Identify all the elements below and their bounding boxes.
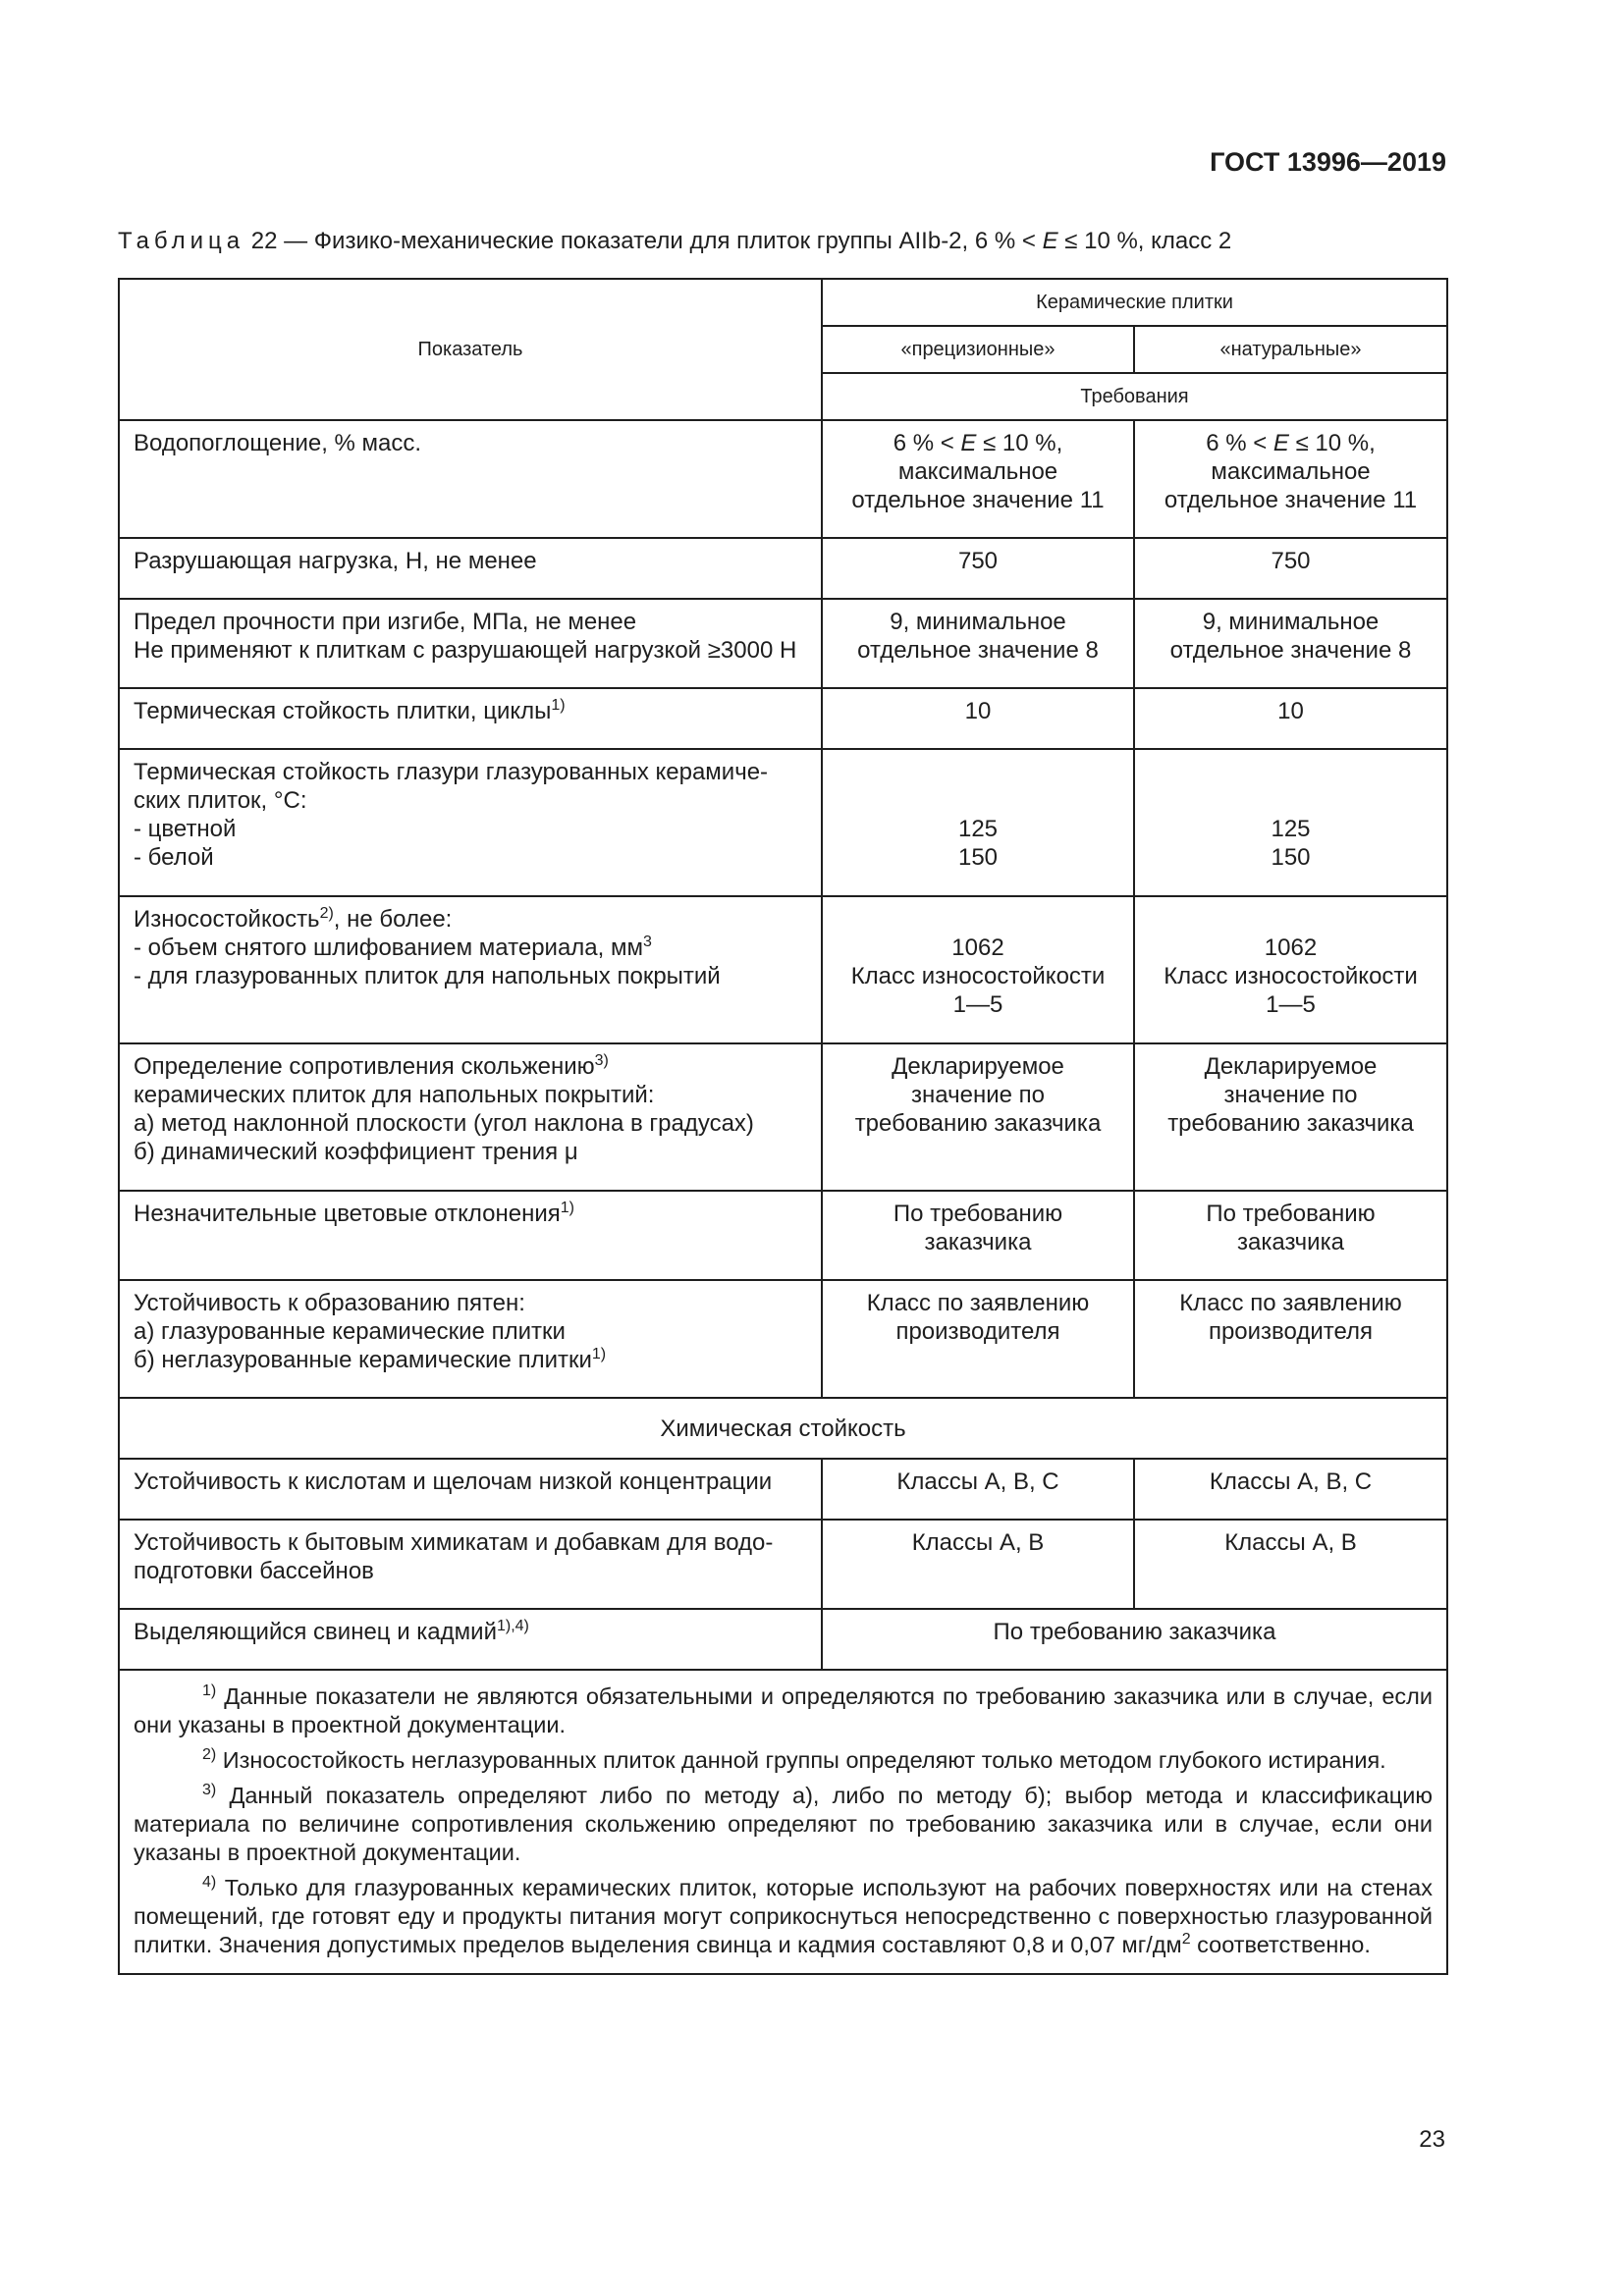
value-line: отдельное значение 8	[857, 637, 1099, 664]
label-text: , не более:	[333, 906, 453, 933]
row-label	[119, 1609, 822, 1670]
footnote-mark: 4)	[202, 1874, 217, 1892]
value-line: 150	[957, 844, 999, 871]
header-natural: «натуральные»	[1134, 326, 1447, 373]
label-line: а) метод наклонной плоскости (угол наклона в градусах)	[134, 1110, 754, 1137]
label-line: Устойчивость к образованию пятен:	[134, 1290, 525, 1316]
unit-exponent: 3	[642, 934, 652, 950]
header-precision: «прецизионные»	[822, 326, 1134, 373]
label-line: а) глазурованные керамические плитки	[134, 1318, 566, 1345]
value-text: 6 % <	[893, 430, 961, 456]
value-line: Класс износостойкости	[850, 963, 1106, 989]
value-line: По требованию	[893, 1201, 1063, 1227]
row-value-precision	[822, 420, 1134, 538]
footnote	[134, 1874, 1433, 1959]
table-row-stain-resistance	[119, 1280, 1447, 1398]
footnote	[134, 1746, 1433, 1775]
row-label	[119, 688, 822, 749]
table-row-color-deviation	[119, 1191, 1447, 1280]
table-section-heading-row	[119, 1398, 1447, 1459]
row-value-natural: Классы A, B	[1134, 1520, 1447, 1609]
table-caption-title-suffix: ≤ 10 %, класс 2	[1057, 228, 1232, 254]
row-value-natural: Классы A, B, C	[1134, 1459, 1447, 1520]
value-line: 150	[1271, 844, 1311, 871]
footnote-text: соответственно.	[1190, 1932, 1371, 1957]
row-label	[119, 1043, 822, 1191]
table-row-wear-resistance	[119, 896, 1447, 1043]
table-row-bending-strength	[119, 599, 1447, 688]
section-heading-chemical: Химическая стойкость	[119, 1398, 1447, 1459]
table-row-acid-resistance	[119, 1459, 1447, 1520]
value-line: 9, минимальное	[890, 609, 1066, 635]
footnotes	[119, 1670, 1447, 1974]
footnote-ref: 1)	[551, 697, 566, 714]
row-label: Устойчивость к кислотам и щелочам низкой концентрации	[119, 1459, 822, 1520]
label-text: Износостойкость	[134, 906, 320, 933]
footnote-text: Только для глазурованных керамических плиток, которые используют на рабочих поверхностях или на стенах помещений, где готовят еду и продукты питания могут соприкоснуться непосредственно с поверхностью глазурованной плитки. Значения допустимых пределов выделения свинца и кадмия составляют 0,8 и 0,07 мг/дм	[134, 1875, 1433, 1957]
row-value-natural	[1134, 1043, 1447, 1191]
label-text: Незначительные цветовые отклонения	[134, 1201, 561, 1227]
value-line: значение по	[1223, 1082, 1358, 1108]
label-line: - цветной	[134, 816, 237, 842]
footnote-ref: 2)	[319, 905, 334, 922]
row-value-natural	[1134, 896, 1447, 1043]
value-line: 1—5	[1266, 991, 1316, 1018]
properties-table	[118, 278, 1448, 1975]
footnote-mark: 2)	[202, 1746, 217, 1764]
value-line: отдельное значение 11	[851, 487, 1105, 513]
value-line: Декларируемое	[892, 1053, 1064, 1080]
row-label	[119, 1191, 822, 1280]
row-value-natural	[1134, 420, 1447, 538]
value-line: заказчика	[1237, 1229, 1344, 1255]
footnote-ref: 3)	[594, 1052, 609, 1069]
row-label: Разрушающая нагрузка, Н, не менее	[119, 538, 822, 599]
label-text: Термическая стойкость плитки, циклы	[134, 698, 552, 724]
footnote-mark: 1)	[202, 1682, 217, 1700]
row-value-precision	[822, 1191, 1134, 1280]
standard-designation: ГОСТ 13996—2019	[1210, 147, 1446, 177]
row-value-precision: Классы A, B, C	[822, 1459, 1134, 1520]
label-line: Предел прочности при изгибе, МПа, не менее	[134, 609, 637, 635]
value-line: 1062	[951, 934, 1004, 961]
row-value-precision	[822, 1280, 1134, 1398]
value-line: Класс по заявлению	[866, 1290, 1090, 1316]
row-value-natural	[1134, 599, 1447, 688]
row-label	[119, 1520, 822, 1609]
value-line: 1062	[1264, 934, 1318, 961]
table-row-thermal-tile	[119, 688, 1447, 749]
table-row-household-chemicals	[119, 1520, 1447, 1609]
label-line: подготовки бассейнов	[134, 1558, 374, 1584]
table-caption-variable: E	[1042, 228, 1058, 254]
footnote	[134, 1782, 1433, 1867]
table-row-thermal-glaze	[119, 749, 1447, 896]
row-value-precision	[822, 1043, 1134, 1191]
table-footnotes-row	[119, 1670, 1447, 1974]
label-text: б) неглазурованные керамические плитки	[134, 1347, 592, 1373]
value-variable: E	[1272, 430, 1289, 456]
row-value-precision: 10	[822, 688, 1134, 749]
label-line: б) динамический коэффициент трения μ	[134, 1139, 578, 1165]
value-line: значение по	[911, 1082, 1045, 1108]
table-row-lead-cadmium	[119, 1609, 1447, 1670]
value-line: 125	[957, 816, 999, 842]
value-line: требованию заказчика	[854, 1110, 1102, 1137]
unit-exponent: 2	[1181, 1931, 1191, 1949]
label-line: Не применяют к плиткам с разрушающей нагрузкой ≥3000 Н	[134, 637, 797, 664]
table-caption-title: 22 — Физико-механические показатели для плиток группы AIIb-2, 6 % <	[244, 228, 1043, 254]
table-caption	[118, 228, 1443, 255]
label-text: Определение сопротивления скольжению	[134, 1053, 595, 1080]
table-row-water-absorption	[119, 420, 1447, 538]
value-line: Класс износостойкости	[1164, 963, 1418, 989]
row-value-precision	[822, 599, 1134, 688]
footnote-ref: 1)	[591, 1346, 607, 1362]
row-value-precision	[822, 749, 1134, 896]
table-caption-word: Таблица	[118, 228, 245, 254]
footnote-text: Данный показатель определяют либо по методу а), либо по методу б); выбор метода и классификацию материала по величине сопротивления скольжению определяют по требованию заказчика или в случае, если они указаны в проектной документации.	[134, 1783, 1433, 1865]
label-text: Выделяющийся свинец и кадмий	[134, 1619, 497, 1645]
row-value-precision: Классы A, B	[822, 1520, 1134, 1609]
row-value-precision	[822, 896, 1134, 1043]
footnote-ref: 1),4)	[496, 1618, 529, 1634]
row-value-natural	[1134, 1280, 1447, 1398]
label-line: Термическая стойкость глазури глазурованных керамиче-	[134, 759, 769, 785]
table-row-slip-resistance	[119, 1043, 1447, 1191]
header-indicator: Показатель	[119, 279, 822, 420]
value-line: По требованию	[1206, 1201, 1376, 1227]
value-line: Декларируемое	[1204, 1053, 1378, 1080]
value-text: ≤ 10 %,	[976, 430, 1063, 456]
value-text: ≤ 10 %,	[1288, 430, 1376, 456]
value-line: максимальное	[1211, 458, 1371, 485]
row-label	[119, 749, 822, 896]
row-value-merged: По требованию заказчика	[822, 1609, 1447, 1670]
value-line: требованию заказчика	[1167, 1110, 1414, 1137]
value-line: производителя	[1208, 1318, 1374, 1345]
value-line: производителя	[895, 1318, 1060, 1345]
footnote-text: Износостойкость неглазурованных плиток данной группы определяют только методом глубокого истирания.	[216, 1747, 1386, 1773]
value-text: 6 % <	[1206, 430, 1273, 456]
row-value-precision: 750	[822, 538, 1134, 599]
label-line: керамических плиток для напольных покрытий:	[134, 1082, 655, 1108]
footnote-mark: 3)	[202, 1782, 217, 1799]
label-line: Устойчивость к бытовым химикатам и добавкам для водо-	[134, 1529, 774, 1556]
row-value-natural: 750	[1134, 538, 1447, 599]
value-line: отдельное значение 8	[1169, 637, 1412, 664]
value-line: максимальное	[897, 458, 1058, 485]
row-label	[119, 1280, 822, 1398]
value-line: 9, минимальное	[1202, 609, 1380, 635]
value-line: Класс по заявлению	[1179, 1290, 1402, 1316]
table-row-breaking-load	[119, 538, 1447, 599]
header-ceramic-tiles: Керамические плитки	[822, 279, 1447, 326]
value-line: 1—5	[952, 991, 1003, 1018]
footnote-ref: 1)	[560, 1200, 574, 1216]
header-requirements: Требования	[822, 373, 1447, 420]
label-line: - белой	[134, 844, 214, 871]
value-line: отдельное значение 11	[1164, 487, 1418, 513]
table-header-row	[119, 279, 1447, 326]
row-value-natural	[1134, 1191, 1447, 1280]
label-line: - для глазурованных плиток для напольных покрытий	[134, 963, 721, 989]
label-text: - объем снятого шлифованием материала, мм	[134, 934, 643, 961]
row-value-natural	[1134, 749, 1447, 896]
label-line: ских плиток, °С:	[134, 787, 307, 814]
page-number: 23	[1419, 2126, 1445, 2153]
value-variable: E	[960, 430, 977, 456]
row-value-natural: 10	[1134, 688, 1447, 749]
footnote	[134, 1682, 1433, 1739]
row-label	[119, 599, 822, 688]
row-label: Водопоглощение, % масс.	[119, 420, 822, 538]
row-label	[119, 896, 822, 1043]
value-line: заказчика	[924, 1229, 1032, 1255]
footnote-text: Данные показатели не являются обязательными и определяются по требованию заказчика или в случае, если они указаны в проектной документации.	[134, 1683, 1433, 1737]
value-line: 125	[1271, 816, 1311, 842]
